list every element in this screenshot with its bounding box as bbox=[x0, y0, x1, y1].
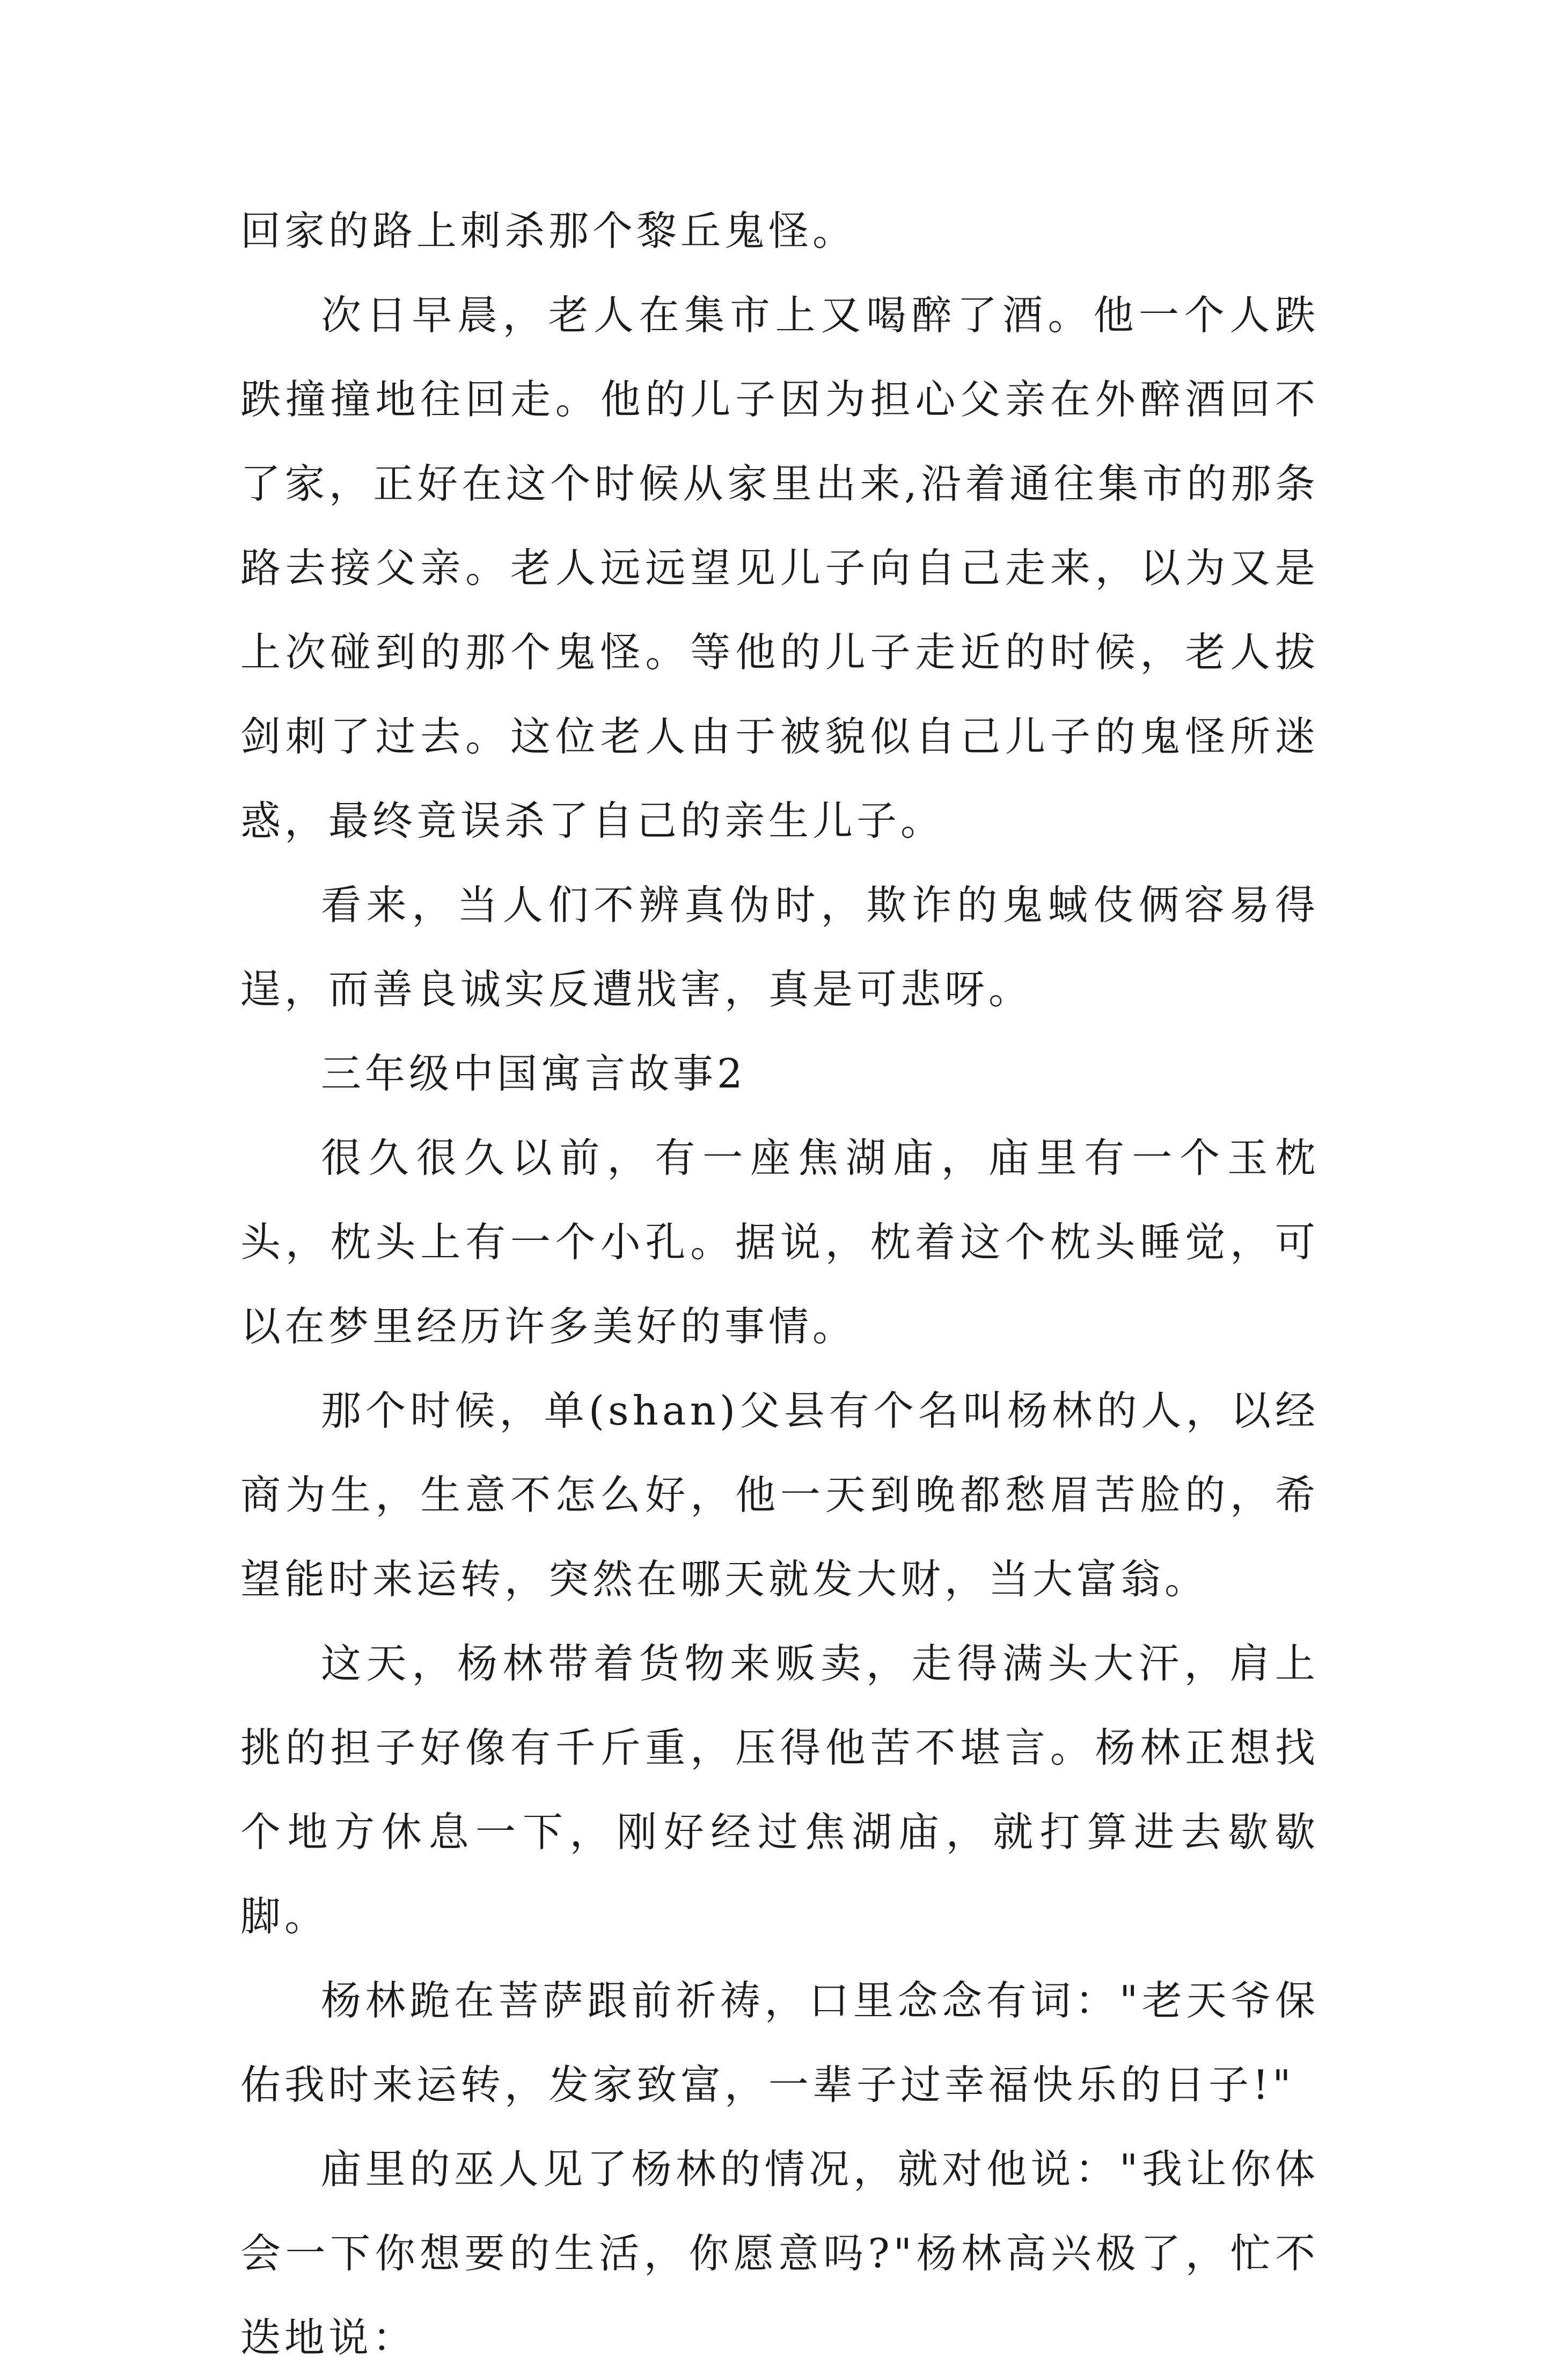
paragraph: 那个时候，单(shan)父县有个名叫杨林的人，以经商为生，生意不怎么好，他一天到晚都愁眉苦脸的，希望能时来运转，突然在哪天就发大财，当大富翁。 bbox=[240, 1387, 1319, 1603]
paragraph: 杨林跪在菩萨跟前祈祷，口里念念有词："老天爷保佑我时来运转，发家致富，一辈子过幸福快乐的日子!" bbox=[240, 1977, 1319, 2108]
section-heading: 三年级中国寓言故事2 bbox=[321, 1050, 746, 1097]
body-text bbox=[240, 189, 1319, 2380]
paragraph: 很久很久以前，有一座焦湖庙，庙里有一个玉枕头，枕头上有一个小孔。据说，枕着这个枕头睡觉，可以在梦里经历许多美好的事情。 bbox=[240, 1134, 1319, 1350]
paragraph: 庙里的巫人见了杨林的情况，就对他说："我让你体会一下你想要的生活，你愿意吗?"杨林高兴极了，忙不迭地说： bbox=[240, 2145, 1319, 2361]
paragraph: 回家的路上刺杀那个黎丘鬼怪。 bbox=[240, 207, 857, 254]
paragraph: 次日早晨，老人在集市上又喝醉了酒。他一个人跌跌撞撞地往回走。他的儿子因为担心父亲在外醉酒回不了家，正好在这个时候从家里出来,沿着通往集市的那条路去接父亲。老人远远望见儿子向自己走来，以为又是上次碰到的那个鬼怪。等他的儿子走近的时候，老人拔剑刺了过去。这位老人由于被貌似自己儿子的鬼怪所迷惑，最终竟误杀了自己的亲生儿子。 bbox=[240, 291, 1319, 844]
paragraph: 看来，当人们不辨真伪时，欺诈的鬼蜮伎俩容易得逞，而善良诚实反遭戕害，真是可悲呀。 bbox=[240, 881, 1319, 1013]
paragraph: 这天，杨林带着货物来贩卖，走得满头大汗，肩上挑的担子好像有千斤重，压得他苦不堪言。杨林正想找个地方休息一下，刚好经过焦湖庙，就打算进去歇歇脚。 bbox=[240, 1640, 1319, 1940]
